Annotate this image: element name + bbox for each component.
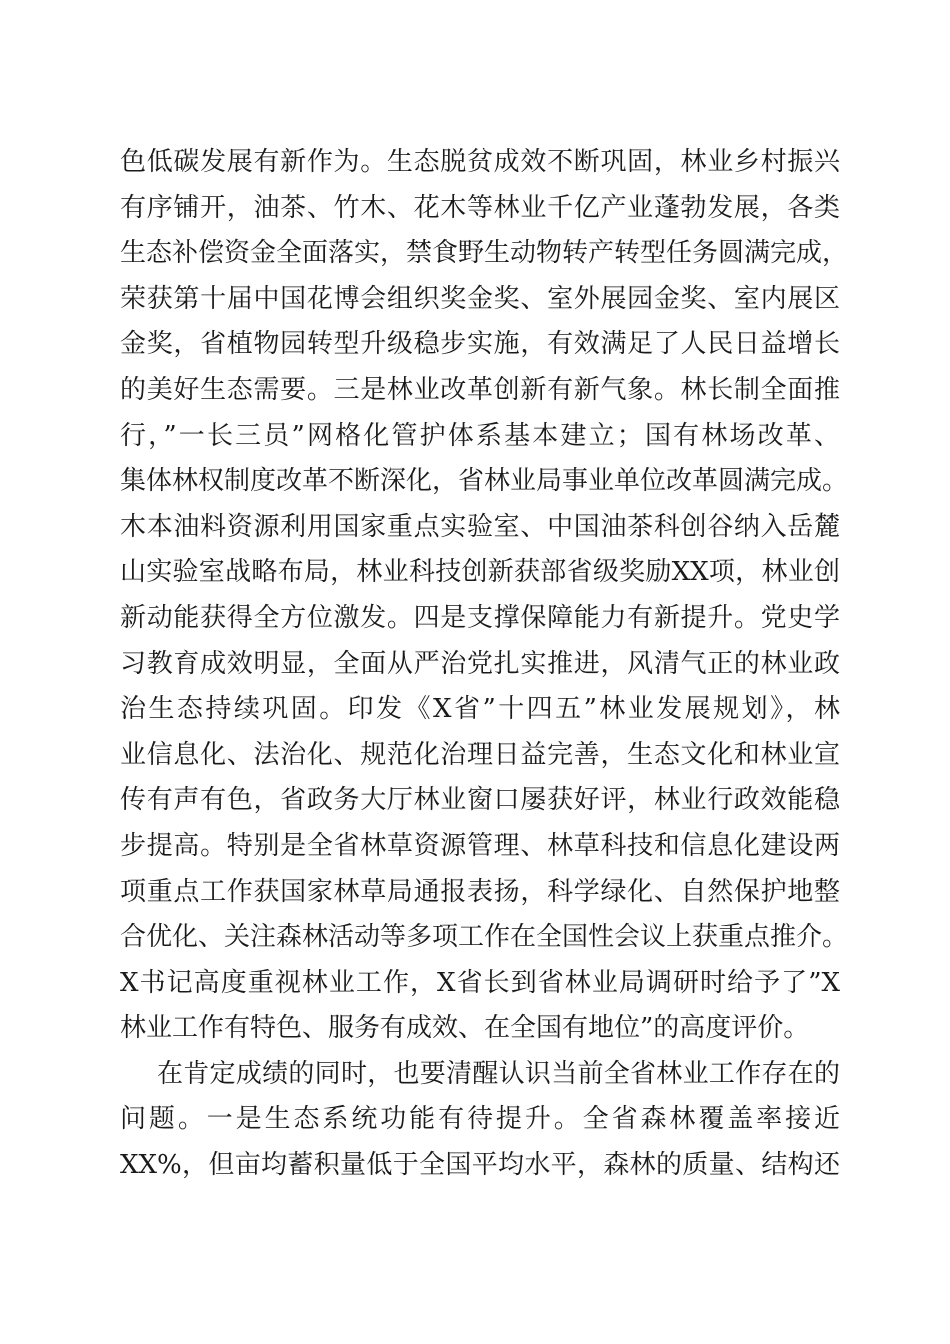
text-line: 金奖，省植物园转型升级稳步实施，有效满足了人民日益增长 — [120, 329, 840, 360]
text-line: 色低碳发展有新作为。生态脱贫成效不断巩固，林业乡村振兴 — [120, 147, 840, 177]
text-line: 木本油料资源利用国家重点实验室、中国油茶科创谷纳入岳麓 — [120, 511, 840, 542]
text-line: 合优化、关注森林活动等多项工作在全国性会议上获重点推介。 — [120, 922, 849, 953]
text-line: 山实验室战略布局，林业科技创新获部省级奖励XX项，林业创 — [120, 557, 840, 588]
text-line: 业信息化、法治化、规范化治理日益完善，生态文化和林业宣 — [120, 739, 840, 770]
text-line: 的美好生态需要。三是林业改革创新有新气象。林长制全面推 — [120, 374, 840, 405]
text-line: 林业工作有特色、服务有成效、在全国有地位”的高度评价。 — [120, 1013, 810, 1044]
text-line: 习教育成效明显，全面从严治党扎实推进，风清气正的林业政 — [120, 648, 840, 679]
text-line: 治生态持续巩固。印发《X省”十四五”林业发展规划》，林 — [120, 694, 840, 725]
paragraph-1 — [120, 140, 849, 1052]
text-line: 传有声有色，省政务大厅林业窗口屡获好评，林业行政效能稳 — [120, 785, 840, 816]
paragraph-2 — [120, 1052, 840, 1189]
text-line: 新动能获得全方位激发。四是支撑保障能力有新提升。党史学 — [120, 602, 840, 633]
text-line: 生态补偿资金全面落实，禁食野生动物转产转型任务圆满完成， — [120, 238, 849, 269]
text-line: 步提高。特别是全省林草资源管理、林草科技和信息化建设两 — [120, 830, 840, 861]
text-line: XX%，但亩均蓄积量低于全国平均水平，森林的质量、结构还 — [120, 1150, 840, 1181]
text-line: 项重点工作获国家林草局通报表扬，科学绿化、自然保护地整 — [120, 876, 840, 907]
text-line: 有序铺开，油茶、竹木、花木等林业千亿产业蓬勃发展，各类 — [120, 192, 840, 223]
text-line: 问题。一是生态系统功能有待提升。全省森林覆盖率接近 — [120, 1104, 840, 1135]
text-line: X书记高度重视林业工作，X省长到省林业局调研时给予了”X — [120, 967, 840, 998]
body-text — [120, 140, 849, 1189]
text-line: 集体林权制度改革不断深化，省林业局事业单位改革圆满完成。 — [120, 466, 849, 497]
text-line: 在肯定成绩的同时，也要清醒认识当前全省林业工作存在的 — [157, 1058, 840, 1089]
text-line: 行，”一长三员”网格化管护体系基本建立；国有林场改革、 — [120, 420, 840, 451]
text-line: 荣获第十届中国花博会组织奖金奖、室外展园金奖、室内展区 — [120, 283, 840, 314]
